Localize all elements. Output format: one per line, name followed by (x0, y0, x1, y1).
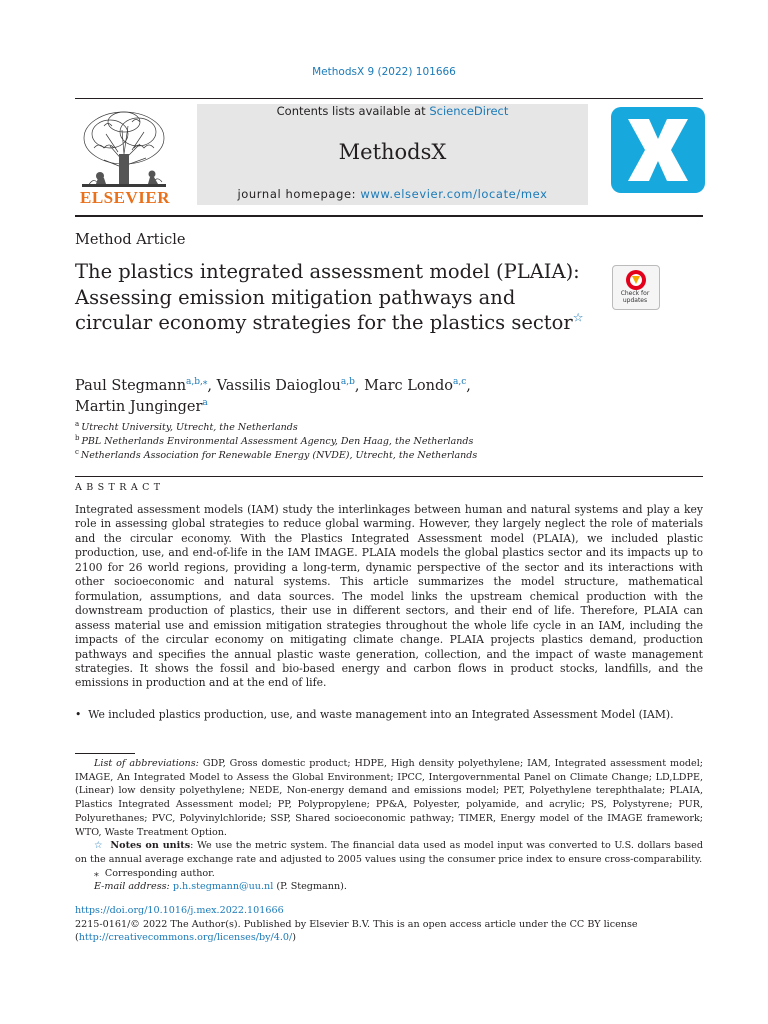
check-for-updates-label: Check for updates (620, 290, 650, 304)
journal-homepage-line (197, 187, 588, 201)
email-suffix: (P. Stegmann). (273, 881, 347, 893)
journal-homepage-link[interactable]: www.elsevier.com/locate/mex (360, 187, 548, 201)
units-text: : We use the metric system. The financial data used as model input was converted to U.S. dollars based on the annual average exchange rate and adjusted to 2005 values using the consumer price index to ensure cross-comparability. (75, 840, 703, 865)
copyright-line: 2215-0161/© 2022 The Author(s). Published by Elsevier B.V. This is an open access article under the CC BY license (75, 918, 638, 930)
abstract-top-rule (75, 476, 703, 477)
methodsx-logo[interactable] (611, 107, 705, 193)
doi-link[interactable]: https://doi.org/10.1016/j.mex.2022.101666 (75, 905, 284, 916)
affiliation-text: PBL Netherlands Environmental Assessment Agency, Den Haag, the Netherlands (81, 436, 474, 447)
author-name[interactable]: Marc Londo (364, 378, 453, 394)
article-type: Method Article (75, 232, 186, 248)
article-footer (75, 904, 703, 945)
corresponding-mark: ⁎ (94, 867, 99, 879)
author-name[interactable]: Vassilis Daioglou (216, 378, 341, 394)
corresponding-text: Corresponding author. (104, 867, 215, 879)
author-affiliation-marks[interactable]: a,b (340, 377, 355, 388)
abbreviations-label: List of abbreviations: (94, 758, 199, 769)
license-open-paren: ( (75, 932, 79, 943)
author-affiliation-marks[interactable]: a (202, 398, 208, 409)
contents-available-line (197, 104, 588, 118)
article-title (75, 259, 595, 336)
affiliation-item (75, 449, 695, 463)
header-top-rule (75, 98, 703, 99)
author-affiliation-marks[interactable]: a,c (452, 377, 467, 388)
affiliation-text: Utrecht University, Utrecht, the Netherlands (81, 422, 298, 433)
homepage-prefix: journal homepage: (237, 187, 361, 201)
abbreviations-footnote (75, 757, 703, 839)
email-footnote (75, 880, 703, 894)
author-separator: , (354, 378, 365, 394)
license-line (75, 931, 703, 945)
footnote-separator (75, 753, 135, 754)
footnotes (75, 757, 703, 894)
affiliation-item (75, 435, 695, 449)
highlight-text: We included plastics production, use, and waste management into an Integrated Assessment Model (IAM). (88, 708, 674, 721)
abbreviations-text: GDP, Gross domestic product; HDPE, High density polyethylene; IAM, Integrated assessment model; IMAGE, An Integrated Model to Assess the Global Environment; IPCC, Intergovernmental Panel on Climate Change; LD,LDPE, (Linear) low density polyethylene; NEDE, Non-energy demand and emissions model; PET, Polyethylene terephthalate; PLAIA, Plastics Integrated Assessment model; PP, Polypropylene; PP&A, Polyester, polyamide, and acrylic; PS, Polystyrene; PUR, Polyurethanes; PVC, Polyvinylchloride; SSP, Shared socioeconomic pathway; TIMER, Energy model of the IMAGE framework; WTO, Waste Treatment Option. (75, 758, 703, 838)
affiliation-item (75, 421, 695, 435)
author-separator: , (466, 378, 471, 394)
crossmark-icon (613, 266, 659, 292)
article-title-text: The plastics integrated assessment model (PLAIA): Assessing emission mitigation pathways and circular economy strategies for the plastics sector (75, 260, 580, 334)
units-footnote-star[interactable]: ☆ (94, 840, 104, 852)
title-footnote-star[interactable]: ☆ (572, 310, 584, 325)
units-label: Notes on units (110, 840, 191, 852)
corresponding-author-footnote (75, 867, 703, 881)
header-bottom-rule (75, 215, 703, 217)
abstract-heading: ABSTRACT (75, 482, 165, 493)
highlight-bullet (75, 708, 703, 721)
author-affiliation-marks[interactable]: a,b,⁎ (186, 377, 208, 388)
affiliation-list (75, 421, 695, 463)
journal-citation[interactable]: MethodsX 9 (2022) 101666 (312, 66, 456, 78)
units-footnote (75, 839, 703, 866)
author-name[interactable]: Paul Stegmann (75, 378, 187, 394)
affiliation-mark: c (75, 447, 79, 456)
author-separator: , (207, 378, 217, 394)
sciencedirect-link[interactable]: ScienceDirect (429, 104, 509, 118)
journal-name: MethodsX (338, 140, 447, 164)
license-close-paren: ) (292, 932, 297, 943)
author-list (75, 376, 695, 418)
bullet-dot-icon: • (75, 708, 89, 721)
affiliation-text: Netherlands Association for Renewable Energy (NVDE), Utrecht, the Netherlands (80, 450, 478, 461)
affiliation-mark: a (75, 419, 80, 428)
x-letter-icon (611, 107, 705, 193)
author-name[interactable]: Martin Junginger (75, 399, 203, 415)
author-email-link[interactable]: p.h.stegmann@uu.nl (172, 881, 274, 893)
abstract-text: Integrated assessment models (IAM) study the interlinkages between human and natural systems and play a key role in assessing global strategies to reduce global warming. However, they largely neglect the role of materials and the circular economy. With the Plastics Integrated Assessment model (PLAIA), we included plastic production, use, and end-of-life in the IAM IMAGE. PLAIA models the global plastics sector and its impacts up to 2100 for 26 world regions, providing a long-term, dynamic perspective of the sector and its interactions with other socioeconomic and natural systems. This article summarizes the model structure, mathematical formulation, assumptions, and data sources. The model links the upstream chemical production with the downstream production of plastics, their use in different sectors, and their end of life. Therefore, PLAIA can assess material use and emission mitigation strategies throughout the whole life cycle in an IAM, including the impacts of the circular economy on mitigating climate change. PLAIA projects plastics demand, production pathways and specifies the annual plastic waste generation, collection, and the impact of waste management strategies. It shows the fossil and bio-based energy and carbon flows in product stocks, landfills, and the emissions in production and at the end of life. (75, 503, 703, 690)
contents-prefix: Contents lists available at (276, 104, 430, 118)
license-link[interactable]: http://creativecommons.org/licenses/by/4.0/ (78, 932, 293, 943)
elsevier-wordmark: ELSEVIER (80, 188, 170, 207)
affiliation-mark: b (75, 433, 80, 442)
email-label: E-mail address: (94, 881, 170, 893)
